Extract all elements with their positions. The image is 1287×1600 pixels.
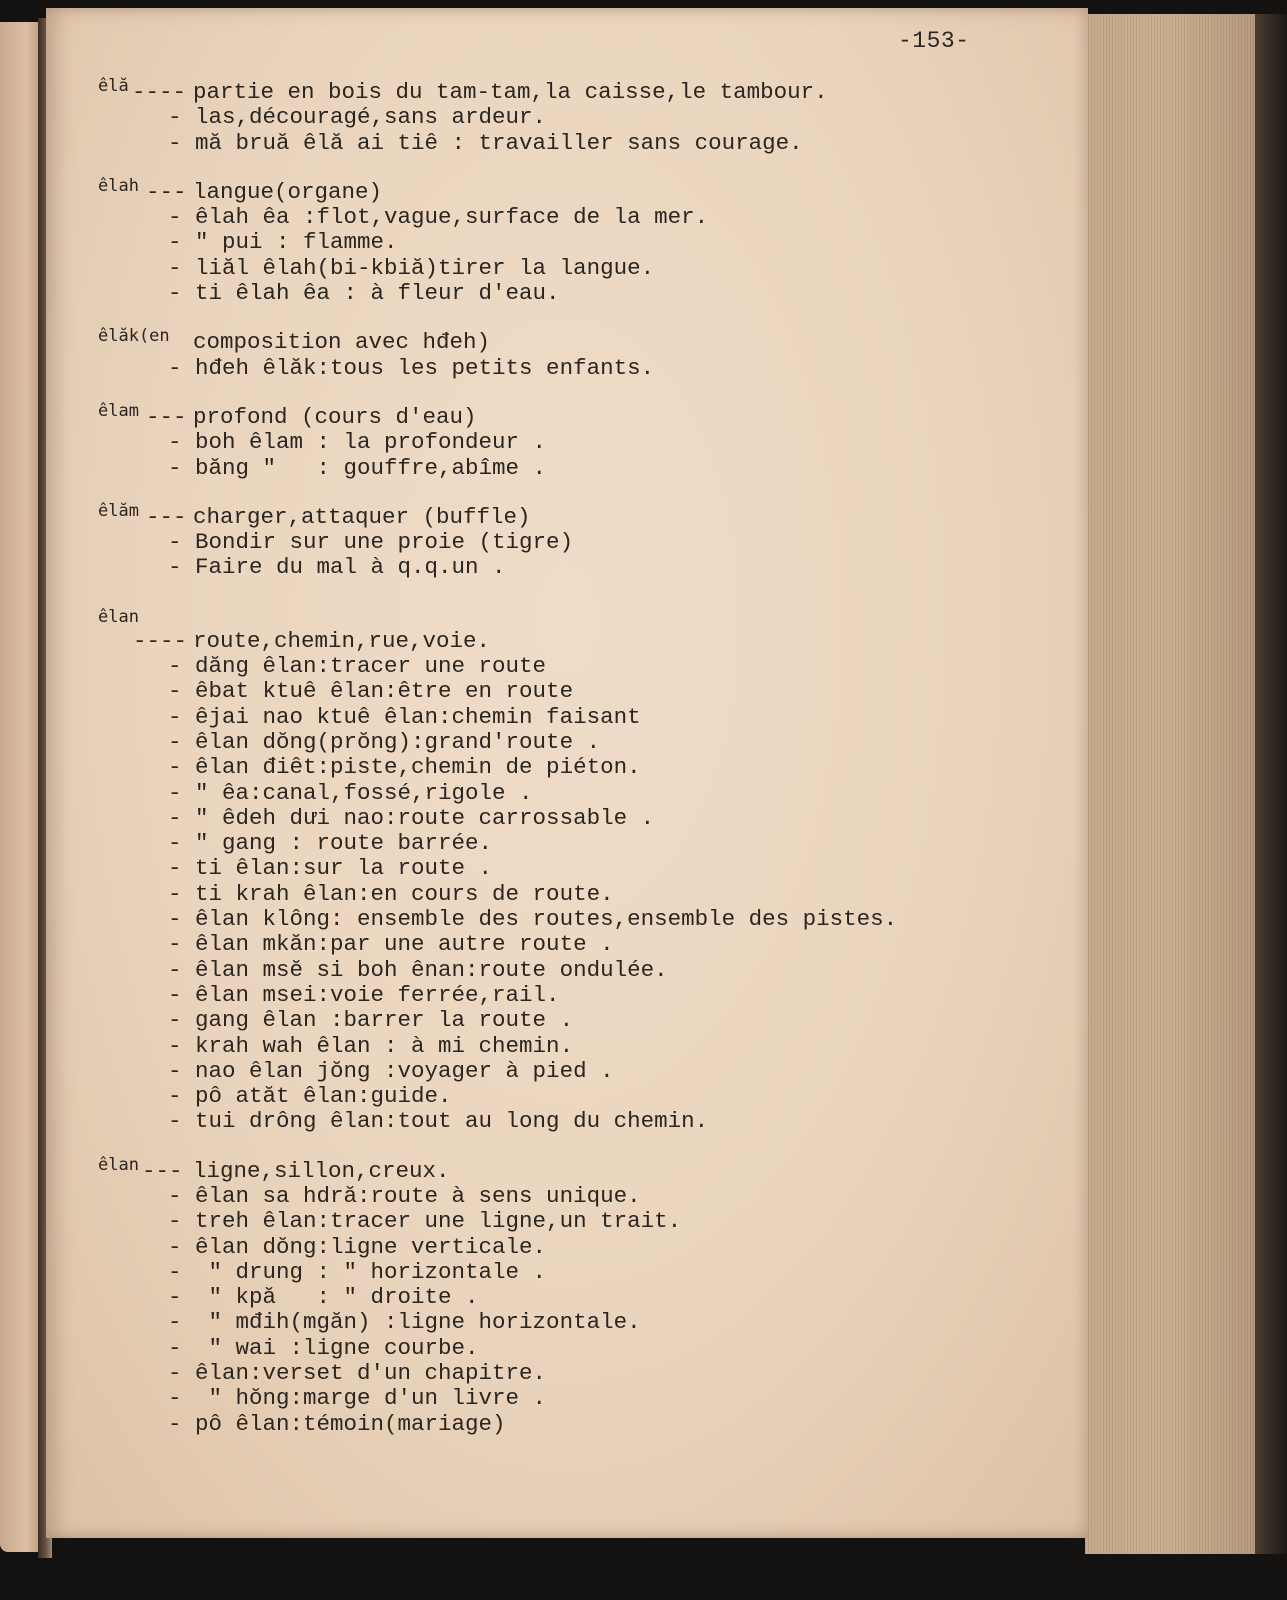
- sub-entry: - " drung : " horizontale .: [168, 1258, 547, 1285]
- headword: êlă: [98, 76, 129, 96]
- dictionary-entry: [98, 400, 998, 481]
- sub-entry: - êlan sa hdră:route à sens unique.: [168, 1182, 641, 1209]
- sub-entry: - pô êlan:témoin(mariage): [168, 1410, 506, 1437]
- definition: route,chemin,rue,voie.: [193, 627, 491, 654]
- definition: ligne,sillon,creux.: [193, 1157, 450, 1184]
- definition: charger,attaquer (buffle): [193, 503, 531, 530]
- sub-entry: - pô atăt êlan:guide.: [168, 1083, 452, 1110]
- sub-entry: - êlah êa :flot,vague,surface de la mer.: [168, 204, 709, 231]
- entry-head-row: [98, 1154, 998, 1184]
- sub-entry: - " mđih(mgăn) :ligne horizontale.: [168, 1309, 641, 1336]
- headword: êlan: [98, 606, 139, 627]
- sub-entry: - hđeh êlăk:tous les petits enfants.: [168, 354, 655, 381]
- sub-entry: - gang êlan :barrer la route .: [168, 1007, 574, 1034]
- sub-entry: - ti krah êlan:en cours de route.: [168, 880, 614, 907]
- sub-entry: - êlan điêt:piste,chemin de piéton.: [168, 754, 641, 781]
- dictionary-entry: [98, 76, 998, 156]
- separator: ----: [132, 79, 187, 105]
- entry-headword-row: [98, 605, 998, 629]
- dictionary-entry: [98, 175, 998, 307]
- separator: ---: [146, 403, 187, 430]
- sub-entry: - " pui : flamme.: [168, 229, 398, 256]
- headword: êlan: [98, 1154, 139, 1175]
- sub-entry: - êlan msĕ si boh ênan:route ondulée.: [168, 956, 668, 983]
- entry-head-row: [98, 629, 998, 654]
- entry-head-row: [98, 326, 998, 356]
- sub-entry: - ti êlan:sur la route .: [168, 855, 493, 882]
- sub-entry: - êjai nao ktuê êlan:chemin faisant: [168, 703, 641, 730]
- sub-entry: - mă bruă êlă ai tiê : travailler sans courage.: [168, 129, 803, 156]
- page-text: [98, 76, 998, 1461]
- definition: composition avec hđeh): [193, 329, 491, 356]
- sub-entry: - êlan klông: ensemble des routes,ensemble des pistes.: [168, 906, 898, 933]
- page-number: -153-: [898, 28, 970, 54]
- sub-entry: - las,découragé,sans ardeur.: [168, 104, 547, 131]
- sub-entry: - " kpă : " droite .: [168, 1284, 479, 1311]
- entry-head-row: [98, 175, 998, 205]
- headword: êlăk(en: [98, 326, 170, 347]
- sub-entry: - treh êlan:tracer une ligne,un trait.: [168, 1208, 682, 1235]
- page-block-edges: [1085, 14, 1255, 1554]
- sub-entry: - " hŏng:marge d'un livre .: [168, 1385, 547, 1412]
- separator: ----: [133, 627, 188, 654]
- sub-entry: - nao êlan jŏng :voyager à pied .: [168, 1057, 614, 1084]
- headword: êlăm: [98, 500, 139, 521]
- dictionary-entry: [98, 605, 998, 1135]
- sub-entry: - êlan msei:voie ferrée,rail.: [168, 981, 560, 1008]
- separator: ---: [142, 1157, 183, 1184]
- sub-entry: - " gang : route barrée.: [168, 830, 493, 857]
- sub-entry: - boh êlam : la profondeur .: [168, 429, 547, 456]
- sub-entry: - " wai :ligne courbe.: [168, 1334, 479, 1361]
- sub-entry: - liăl êlah(bi-kbiă)tirer la langue.: [168, 254, 655, 281]
- sub-entry: - ti êlah êa : à fleur d'eau.: [168, 280, 560, 307]
- sub-entry: - êbat ktuê êlan:être en route: [168, 678, 574, 705]
- sub-entry: - êlan dŏng(prŏng):grand'route .: [168, 728, 601, 755]
- entry-head-row: [98, 400, 998, 430]
- sub-entry: - " êa:canal,fossé,rigole .: [168, 779, 533, 806]
- sub-entry: - Faire du mal à q.q.un .: [168, 554, 506, 581]
- separator: ---: [146, 178, 187, 205]
- dictionary-entry: [98, 1154, 998, 1437]
- definition: profond (cours d'eau): [193, 403, 477, 430]
- definition: langue(organe): [193, 178, 383, 205]
- sub-entry: - tui drông êlan:tout au long du chemin.: [168, 1108, 709, 1135]
- dictionary-entry: [98, 500, 998, 581]
- definition: partie en bois du tam-tam,la caisse,le tambour.: [193, 79, 828, 105]
- sub-entry: - dăng êlan:tracer une route: [168, 653, 547, 680]
- entry-head-row: [98, 76, 998, 105]
- sub-entry: - " êdeh dưi nao:route carrossable .: [168, 804, 655, 831]
- sub-entry: - băng " : gouffre,abîme .: [168, 454, 547, 481]
- page-block-shadow: [1255, 14, 1287, 1554]
- headword: êlah: [98, 175, 139, 196]
- entry-head-row: [98, 500, 998, 530]
- sub-entry: - Bondir sur une proie (tigre): [168, 529, 574, 556]
- sub-entry: - krah wah êlan : à mi chemin.: [168, 1032, 574, 1059]
- dictionary-entry: [98, 326, 998, 381]
- sub-entry: - êlan:verset d'un chapitre.: [168, 1360, 547, 1387]
- headword: êlam: [98, 400, 139, 421]
- separator: ---: [146, 503, 187, 530]
- sub-entry: - êlan mkăn:par une autre route .: [168, 931, 614, 958]
- sub-entry: - êlan dŏng:ligne verticale.: [168, 1233, 547, 1260]
